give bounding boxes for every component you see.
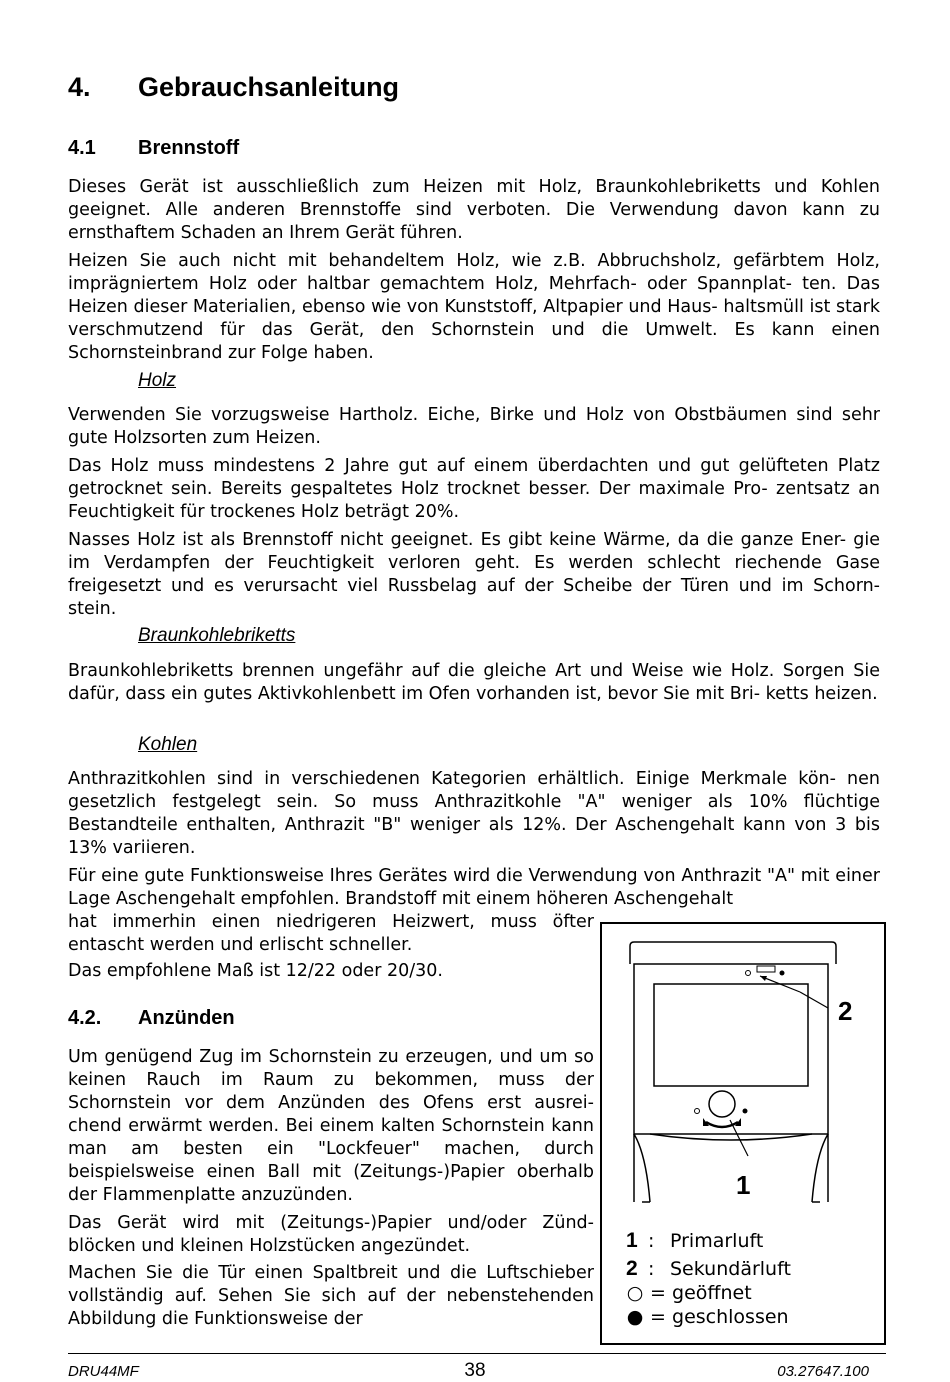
stove-air-control-figure (600, 922, 886, 1345)
paragraph: Dieses Gerät ist ausschließlich zum Heizen mit Holz, Braunkohlebriketts und Kohlen geeignet. Alle anderen Brennstoffe sind verboten. Die Verwendung davon kann zu ernsthaftem Schaden an Ihrem Gerät führen. (68, 177, 880, 243)
legend-separator: : (648, 1230, 655, 1252)
subsection-heading-anzuenden (68, 1007, 235, 1030)
primary-air-knob (709, 1091, 735, 1117)
paragraph: Heizen Sie auch nicht mit behandeltem Holz, wie z.B. Abbruchsholz, gefärbtem Holz, imprägniertem Holz oder haltbar gemachtem Holz, Mehrfach- oder Spannplat- ten. Das Heizen dieser Materialien, ebenso wie von Kunststoff, Altpapier und Haus- haltsmüll ist stark verschmutzend für das Gerät, den Schornstein und die Umwelt. Es kann einen Schornsteinbrand zur Folge haben. (68, 251, 880, 363)
legend-text: Sekundärluft (670, 1258, 791, 1280)
legend-item-geschlossen (626, 1304, 789, 1330)
footer-divider (68, 1353, 886, 1354)
arrow-icon (760, 976, 767, 981)
legend-text: = geschlossen (650, 1306, 789, 1328)
secondary-air-slider (757, 966, 775, 972)
legend-text: Primarluft (670, 1230, 764, 1252)
open-dot-icon (746, 971, 751, 976)
subheading-kohlen: Kohlen (138, 734, 198, 755)
legend-separator: : (648, 1258, 655, 1280)
subheading-braunkohlebriketts: Braunkohlebriketts (138, 625, 296, 646)
section-heading (68, 72, 399, 103)
closed-dot-icon (780, 971, 785, 976)
subheading-holz: Holz (138, 370, 177, 391)
paragraph: hat immerhin einen niedrigeren Heizwert, muss öfter entascht werden und erlischt schneller. (68, 912, 594, 955)
paragraph: Braunkohlebriketts brennen ungefähr auf die gleiche Art und Weise wie Holz. Sorgen Sie dafür, dass ein gutes Aktivkohlenbett im Ofen vorhanden ist, bevor Sie mit Bri- ketts heizen. (68, 661, 880, 704)
stove-window (654, 984, 808, 1086)
stove-leg-left (634, 1134, 650, 1202)
subsection-title: Brennstoff (138, 137, 240, 159)
legend-item-primarluft (626, 1228, 763, 1254)
legend-key: 2 (626, 1257, 638, 1280)
callout-2-leader (800, 992, 828, 1008)
section-title: Gebrauchsanleitung (138, 72, 400, 102)
stove-apron (650, 1134, 812, 1140)
legend-item-sekundaerluft (626, 1256, 791, 1282)
open-circle-icon: ○ (626, 1282, 644, 1304)
paragraph: Für eine gute Funktionsweise Ihres Gerätes wird die Verwendung von Anthrazit "A" mit einer Lage Aschengehalt empfohlen. Brandstoff mit einem höheren Aschengehalt (68, 866, 880, 909)
paragraph: Das Gerät wird mit (Zeitungs-)Papier und/oder Zünd- blöcken und kleinen Holzstücken angezündet. (68, 1213, 594, 1256)
subsection-heading-brennstoff (68, 137, 239, 160)
legend-key: 1 (626, 1229, 638, 1252)
callout-2-label: 2 (838, 996, 853, 1026)
paragraph: Verwenden Sie vorzugsweise Hartholz. Eiche, Birke und Holz von Obstbäumen sind sehr gute Holzsorten zum Heizen. (68, 405, 880, 448)
filled-circle-icon: ● (626, 1306, 644, 1328)
stove-leg-right (812, 1134, 828, 1202)
section-number: 4. (68, 72, 91, 102)
paragraph: Das empfohlene Maß ist 12/22 oder 20/30. (68, 961, 443, 981)
legend-text: = geöffnet (650, 1282, 752, 1304)
paragraph: Anthrazitkohlen sind in verschiedenen Kategorien erhältlich. Einige Merkmale kön- nen gesetzlich festgelegt sein. So muss Anthrazitkohle "A" weniger als 10% flüchtige Bestandteile enthalten, Anthrazit "B" weniger als 12%. Der Aschengehalt kann von 3 bis 13% variieren. (68, 769, 880, 858)
paragraph: Das Holz muss mindestens 2 Jahre gut auf einem überdachten und gut gelüfteten Platz getrocknet sein. Bereits gespaltetes Holz trocknet besser. Der maximale Pro- zentsatz an Feuchtigkeit für trockenes Holz beträgt 20%. (68, 456, 880, 522)
open-dot-icon (695, 1109, 700, 1114)
paragraph: Um genügend Zug im Schornstein zu erzeugen, und um so keinen Rauch im Raum zu bekommen, muss der Schornstein vor dem Anzünden des Ofens erst ausrei- chend erwärmt werden. Bei einem kalten Schornstein kann man am besten ein "Lockfeuer" machen, durch beispielsweise einen Ball mit (Zeitungs-)Papier oberhalb der Flammenplatte anzuzünden. (68, 1047, 594, 1205)
subsection-number: 4.2. (68, 1007, 102, 1029)
closed-dot-icon (743, 1109, 748, 1114)
subsection-title: Anzünden (138, 1007, 235, 1029)
footer-model: DRU44MF (68, 1363, 139, 1380)
stove-body (634, 964, 828, 1134)
stove-top (630, 942, 836, 964)
subsection-number: 4.1 (68, 137, 96, 159)
footer-document-number: 03.27647.100 (777, 1363, 869, 1380)
page-number: 38 (464, 1360, 486, 1381)
callout-1-label: 1 (736, 1170, 751, 1200)
paragraph: Nasses Holz ist als Brennstoff nicht geeignet. Es gibt keine Wärme, da die ganze Ener- gie im Verdampfen der Feuchtigkeit verloren geht. Es werden schlecht riechende Gase freigesetzt und es verursacht viel Russbelag auf der Scheibe der Türen und im Schorn- stein. (68, 530, 880, 619)
paragraph: Machen Sie die Tür einen Spaltbreit und die Luftschieber vollständig auf. Sehen Sie sich auf der nebenstehenden Abbildung die Funktionsweise der (68, 1263, 594, 1329)
legend-item-geoeffnet (626, 1280, 752, 1306)
